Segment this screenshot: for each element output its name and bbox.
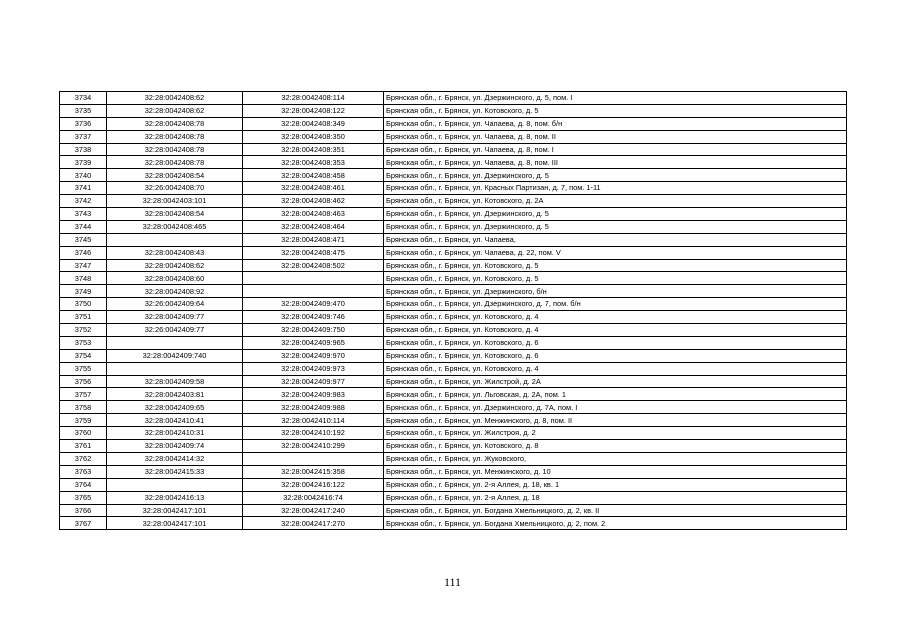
object-number-cell: 32:28:0042417:240 [243,504,384,517]
row-number-cell: 3739 [60,156,107,169]
row-number-cell: 3736 [60,117,107,130]
table-row [60,182,847,195]
table-row [60,401,847,414]
address-cell: Брянская обл., г. Брянск, ул. Жуковского, [384,452,847,465]
object-number-cell: 32:28:0042410:192 [243,427,384,440]
table-row [60,233,847,246]
parcel-number-cell: 32:28:0042408:78 [107,130,243,143]
address-cell: Брянская обл., г. Брянск, ул. Котовского, д. 5 [384,272,847,285]
row-number-cell: 3758 [60,401,107,414]
row-number-cell: 3749 [60,285,107,298]
object-number-cell: 32:28:0042409:965 [243,336,384,349]
row-number-cell: 3754 [60,349,107,362]
table-row [60,440,847,453]
parcel-number-cell [107,233,243,246]
row-number-cell: 3741 [60,182,107,195]
table-row [60,478,847,491]
address-cell: Брянская обл., г. Брянск, ул. Котовского, д. 5 [384,104,847,117]
object-number-cell: 32:28:0042416:74 [243,491,384,504]
table-row [60,298,847,311]
object-number-cell: 32:28:0042409:970 [243,349,384,362]
row-number-cell: 3742 [60,195,107,208]
parcel-number-cell [107,336,243,349]
parcel-number-cell: 32:28:0042403:101 [107,195,243,208]
address-cell: Брянская обл., г. Брянск, ул. Дзержинского, д. 7А, пом. I [384,401,847,414]
table-row [60,259,847,272]
address-cell: Брянская обл., г. Брянск, ул. Дзержинского, д. 5, пом. I [384,92,847,105]
parcel-number-cell [107,362,243,375]
row-number-cell: 3751 [60,311,107,324]
table-row [60,517,847,530]
address-cell: Брянская обл., г. Брянск, ул. Чапаева, [384,233,847,246]
parcel-number-cell: 32:26:0042409:64 [107,298,243,311]
table-body [60,92,847,530]
address-cell: Брянская обл., г. Брянск, ул. Менжинского, д. 10 [384,465,847,478]
address-cell: Брянская обл., г. Брянск, ул. 2-я Аллея, д. 18 [384,491,847,504]
object-number-cell: 32:28:0042408:350 [243,130,384,143]
object-number-cell: 32:28:0042408:475 [243,246,384,259]
parcel-number-cell: 32:28:0042408:78 [107,156,243,169]
parcel-number-cell: 32:28:0042408:54 [107,169,243,182]
parcel-number-cell: 32:28:0042417:101 [107,517,243,530]
address-cell: Брянская обл., г. Брянск, ул. Чапаева, д. 8, пом. II [384,130,847,143]
table-row [60,491,847,504]
table-row [60,362,847,375]
parcel-number-cell: 32:28:0042408:60 [107,272,243,285]
address-cell: Брянская обл., г. Брянск, ул. Жилстрой, д. 2А [384,375,847,388]
row-number-cell: 3747 [60,259,107,272]
address-cell: Брянская обл., г. Брянск, ул. Котовского, д. 6 [384,336,847,349]
table-row [60,169,847,182]
parcel-number-cell: 32:28:0042416:13 [107,491,243,504]
object-number-cell: 32:28:0042408:502 [243,259,384,272]
parcel-number-cell: 32:28:0042409:58 [107,375,243,388]
parcel-number-cell: 32:28:0042409:740 [107,349,243,362]
row-number-cell: 3752 [60,324,107,337]
parcel-number-cell: 32:28:0042408:78 [107,117,243,130]
row-number-cell: 3755 [60,362,107,375]
address-cell: Брянская обл., г. Брянск, ул. Котовского, д. 4 [384,324,847,337]
table-row [60,452,847,465]
parcel-number-cell: 32:28:0042408:54 [107,208,243,221]
parcel-number-cell: 32:28:0042408:62 [107,259,243,272]
table-row [60,246,847,259]
table-row [60,375,847,388]
parcel-number-cell: 32:28:0042408:43 [107,246,243,259]
row-number-cell: 3762 [60,452,107,465]
table-row [60,156,847,169]
row-number-cell: 3743 [60,208,107,221]
row-number-cell: 3765 [60,491,107,504]
table-row [60,336,847,349]
object-number-cell: 32:28:0042415:358 [243,465,384,478]
address-cell: Брянская обл., г. Брянск, ул. Дзержинского, д. 7, пом. б/н [384,298,847,311]
row-number-cell: 3760 [60,427,107,440]
row-number-cell: 3746 [60,246,107,259]
address-cell: Брянская обл., г. Брянск, ул. Котовского, д. 4 [384,311,847,324]
row-number-cell: 3745 [60,233,107,246]
row-number-cell: 3766 [60,504,107,517]
address-cell: Брянская обл., г. Брянск, ул. Льговская, д. 2А, пом. 1 [384,388,847,401]
row-number-cell: 3735 [60,104,107,117]
address-cell: Брянская обл., г. Брянск, ул. Чапаева, д. 8, пом. б/н [384,117,847,130]
object-number-cell: 32:28:0042409:973 [243,362,384,375]
object-number-cell: 32:28:0042408:122 [243,104,384,117]
object-number-cell: 32:28:0042408:471 [243,233,384,246]
address-cell: Брянская обл., г. Брянск, ул. Чапаева, д. 22, пом. V [384,246,847,259]
row-number-cell: 3763 [60,465,107,478]
table-row [60,104,847,117]
row-number-cell: 3761 [60,440,107,453]
row-number-cell: 3734 [60,92,107,105]
address-cell: Брянская обл., г. Брянск, ул. Богдана Хмельницкого, д. 2, пом. 2 [384,517,847,530]
parcel-number-cell: 32:28:0042409:74 [107,440,243,453]
object-number-cell: 32:28:0042409:977 [243,375,384,388]
object-number-cell [243,285,384,298]
object-number-cell: 32:28:0042409:750 [243,324,384,337]
table-row [60,324,847,337]
table-row [60,130,847,143]
page-number: 111 [443,575,462,589]
address-cell: Брянская обл., г. Брянск, ул. Чапаева, д. 8, пом. III [384,156,847,169]
row-number-cell: 3757 [60,388,107,401]
table-row [60,349,847,362]
object-number-cell: 32:28:0042408:462 [243,195,384,208]
table-row [60,427,847,440]
table-row [60,285,847,298]
parcel-number-cell: 32:28:0042408:78 [107,143,243,156]
parcel-number-cell: 32:28:0042417:101 [107,504,243,517]
table-row [60,388,847,401]
object-number-cell: 32:28:0042408:114 [243,92,384,105]
object-number-cell [243,272,384,285]
row-number-cell: 3756 [60,375,107,388]
table-row [60,220,847,233]
row-number-cell: 3737 [60,130,107,143]
object-number-cell: 32:28:0042408:351 [243,143,384,156]
table-row [60,414,847,427]
row-number-cell: 3767 [60,517,107,530]
object-number-cell: 32:28:0042409:983 [243,388,384,401]
row-number-cell: 3740 [60,169,107,182]
object-number-cell: 32:28:0042409:988 [243,401,384,414]
parcel-number-cell [107,478,243,491]
object-number-cell: 32:28:0042408:464 [243,220,384,233]
parcel-number-cell: 32:26:0042408:70 [107,182,243,195]
address-cell: Брянская обл., г. Брянск, ул. Менжинского, д. 8, пом. II [384,414,847,427]
object-number-cell: 32:28:0042408:458 [243,169,384,182]
row-number-cell: 3744 [60,220,107,233]
address-cell: Брянская обл., г. Брянск, ул. Котовского, д. 6 [384,349,847,362]
object-number-cell: 32:28:0042409:470 [243,298,384,311]
object-number-cell: 32:28:0042408:463 [243,208,384,221]
object-number-cell [243,452,384,465]
object-number-cell: 32:28:0042409:746 [243,311,384,324]
address-cell: Брянская обл., г. Брянск, ул. Котовского, д. 5 [384,259,847,272]
row-number-cell: 3748 [60,272,107,285]
object-number-cell: 32:28:0042410:114 [243,414,384,427]
table-row [60,311,847,324]
address-cell: Брянская обл., г. Брянск, ул. Дзержинского, д. 5 [384,220,847,233]
address-cell: Брянская обл., г. Брянск, ул. Дзержинского, д. 5 [384,208,847,221]
address-cell: Брянская обл., г. Брянск, ул. Дзержинского, д. 5 [384,169,847,182]
address-cell: Брянская обл., г. Брянск, ул. 2-я Аллея, д. 18, кв. 1 [384,478,847,491]
table-row [60,92,847,105]
parcel-number-cell: 32:28:0042408:92 [107,285,243,298]
row-number-cell: 3753 [60,336,107,349]
object-number-cell: 32:28:0042416:122 [243,478,384,491]
address-cell: Брянская обл., г. Брянск, ул. Котовского, д. 2А [384,195,847,208]
table-row [60,117,847,130]
parcel-number-cell: 32:28:0042415:33 [107,465,243,478]
table-row [60,272,847,285]
row-number-cell: 3764 [60,478,107,491]
parcel-number-cell: 32:28:0042403:81 [107,388,243,401]
address-cell: Брянская обл., г. Брянск, ул. Дзержинского, б/н [384,285,847,298]
parcel-number-cell: 32:26:0042409:77 [107,324,243,337]
parcel-number-cell: 32:28:0042409:77 [107,311,243,324]
row-number-cell: 3750 [60,298,107,311]
table-row [60,208,847,221]
row-number-cell: 3759 [60,414,107,427]
address-cell: Брянская обл., г. Брянск, ул. Чапаева, д. 8, пом. I [384,143,847,156]
parcel-number-cell: 32:28:0042410:41 [107,414,243,427]
table-row [60,143,847,156]
object-number-cell: 32:28:0042408:353 [243,156,384,169]
object-number-cell: 32:28:0042410:299 [243,440,384,453]
address-cell: Брянская обл., г. Брянск, ул. Жилстроя, д. 2 [384,427,847,440]
table-row [60,504,847,517]
cadastral-table [59,91,847,530]
parcel-number-cell: 32:28:0042408:62 [107,104,243,117]
object-number-cell: 32:28:0042408:349 [243,117,384,130]
object-number-cell: 32:28:0042417:270 [243,517,384,530]
parcel-number-cell: 32:28:0042409:65 [107,401,243,414]
parcel-number-cell: 32:28:0042414:32 [107,452,243,465]
address-cell: Брянская обл., г. Брянск, ул. Котовского, д. 8 [384,440,847,453]
table-row [60,465,847,478]
address-cell: Брянская обл., г. Брянск, ул. Котовского, д. 4 [384,362,847,375]
parcel-number-cell: 32:28:0042408:465 [107,220,243,233]
address-cell: Брянская обл., г. Брянск, ул. Богдана Хмельницкого, д. 2, кв. II [384,504,847,517]
row-number-cell: 3738 [60,143,107,156]
address-cell: Брянская обл., г. Брянск, ул. Красных Партизан, д. 7, пом. 1-11 [384,182,847,195]
table-row [60,195,847,208]
parcel-number-cell: 32:28:0042408:62 [107,92,243,105]
object-number-cell: 32:28:0042408:461 [243,182,384,195]
parcel-number-cell: 32:28:0042410:31 [107,427,243,440]
